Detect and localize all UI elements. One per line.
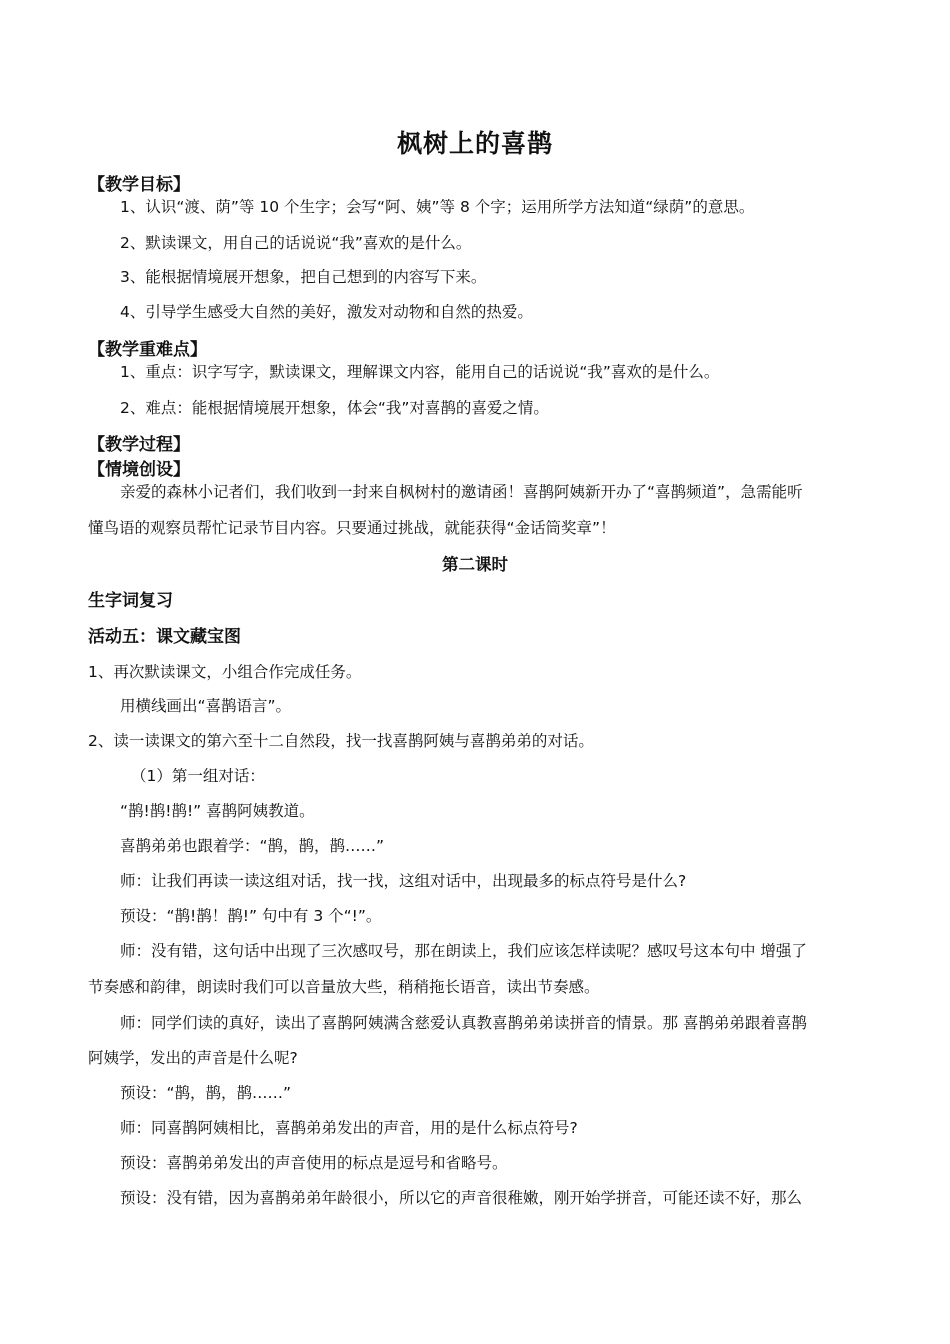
activity-heading: 活动五：课文藏宝图 [88,627,241,647]
body-line: 2、读一读课文的第六至十二自然段，找一找喜鹊阿姨与喜鹊弟弟的对话。 [88,732,594,750]
body-line: 师：同学们读的真好，读出了喜鹊阿姨满含慈爱认真教喜鹊弟弟读拼音的情景。那 喜鹊弟弟跟着喜鹊 [120,1014,807,1032]
body-line: 预设：“鹊，鹊，鹊……” [120,1084,292,1102]
body-line: 节奏感和韵律，朗读时我们可以音量放大些，稍稍拖长语音，读出节奏感。 [88,978,600,996]
goal-item: 3、能根据情境展开想象，把自己想到的内容写下来。 [120,268,487,286]
scenario-paragraph-line: 懂鸟语的观察员帮忙记录节目内容。只要通过挑战，就能获得“金话筒奖章”！ [88,519,616,537]
goal-item: 1、认识“渡、荫”等 10 个生字；会写“阿、姨”等 8 个字；运用所学方法知道“绿荫”的意思。 [120,198,755,216]
body-line: 预设：没有错，因为喜鹊弟弟年龄很小，所以它的声音很稚嫩，刚开始学拼音，可能还读不好，那么 [120,1189,803,1207]
body-line: （1）第一组对话： [131,767,265,785]
scenario-paragraph-line: 亲爱的森林小记者们，我们收到一封来自枫树村的邀请函！喜鹊阿姨新开办了“喜鹊频道”，急需能听 [120,483,803,501]
goals-heading: 【教学目标】 [88,175,190,195]
body-line: 预设：“鹊!鹊！鹊!” 句中有 3 个“!”。 [120,907,382,925]
vocab-review-heading: 生字词复习 [88,591,173,611]
goal-item: 2、默读课文，用自己的话说说“我”喜欢的是什么。 [120,234,472,252]
body-line: 喜鹊弟弟也跟着学：“鹊，鹊，鹊……” [120,837,385,855]
body-line: 1、再次默读课文，小组合作完成任务。 [88,663,362,681]
body-line: “鹊!鹊!鹊!” 喜鹊阿姨教道。 [120,802,315,820]
body-line: 阿姨学，发出的声音是什么呢? [88,1049,298,1067]
goal-item: 4、引导学生感受大自然的美好，激发对动物和自然的热爱。 [120,303,533,321]
page-title: 枫树上的喜鹊 [396,129,553,158]
body-line: 师：同喜鹊阿姨相比，喜鹊弟弟发出的声音，用的是什么标点符号? [120,1119,578,1137]
body-line: 用横线画出“喜鹊语言”。 [120,697,292,715]
process-heading: 【教学过程】 [88,435,190,455]
body-line: 预设：喜鹊弟弟发出的声音使用的标点是逗号和省略号。 [120,1154,508,1172]
body-line: 师：没有错，这句话中出现了三次感叹号，那在朗读上，我们应该怎样读呢？感叹号这本句中 增强了 [120,942,807,960]
lesson-heading: 第二课时 [442,555,508,574]
scenario-heading: 【情境创设】 [88,460,190,480]
keypoints-heading: 【教学重难点】 [88,340,207,360]
keypoint-item: 2、难点：能根据情境展开想象，体会“我”对喜鹊的喜爱之情。 [120,399,549,417]
keypoint-item: 1、重点：识字写字，默读课文，理解课文内容，能用自己的话说说“我”喜欢的是什么。 [120,363,720,381]
body-line: 师：让我们再读一读这组对话，找一找，这组对话中，出现最多的标点符号是什么? [120,872,687,890]
